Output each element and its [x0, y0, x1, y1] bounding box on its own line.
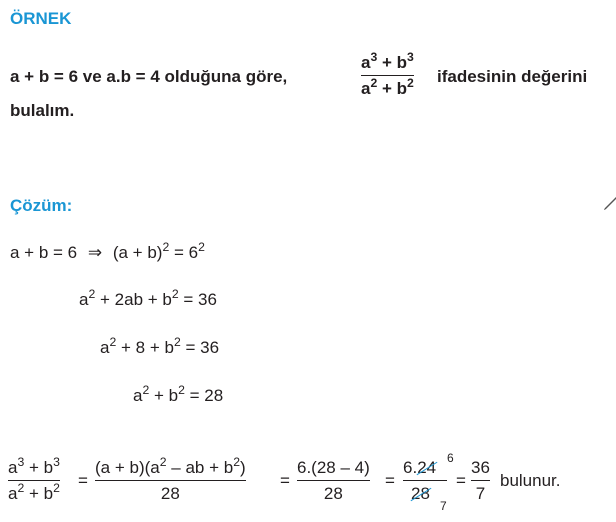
cancelled-28: 28 — [411, 484, 430, 503]
step-4: $a^2 + b^2 = 28$ — [133, 383, 224, 405]
equals-1: = — [78, 471, 88, 490]
example-heading: ÖRNEK — [10, 9, 72, 28]
reduced-denominator: 7 — [440, 499, 447, 513]
final-fraction-2: $(a + b)(a^2$ – ab + $b^2$) 28 — [95, 455, 246, 503]
final-fraction-5: 36 7 — [471, 458, 490, 503]
result-text: bulunur. — [500, 471, 561, 490]
problem-fraction: $a^3 + b^3$ $a^2 + b^2$ — [361, 50, 414, 98]
final-fraction-1: $a^3 + b^3$ $a^2 + b^2$ — [8, 455, 60, 503]
final-fraction-3: 6.(28 – 4) 28 — [297, 458, 370, 503]
pen-icon — [603, 194, 616, 210]
step-1: a + b = 6 ⇒ $(a + b)^2 = 6^2$ — [10, 240, 205, 262]
equals-2: = — [280, 471, 290, 490]
equals-4: = — [456, 471, 466, 490]
final-fraction-4: 6.24 28 — [403, 458, 447, 504]
cancelled-24: 24 — [417, 458, 437, 477]
implies-arrow: ⇒ — [87, 243, 103, 262]
solution-heading: Çözüm: — [10, 196, 73, 215]
equals-3: = — [385, 471, 395, 490]
step-3: $a^2 + 8 + b^2 = 36$ — [100, 335, 220, 357]
problem-text-1: a + b = 6 ve a.b = 4 olduğuna göre, — [10, 67, 288, 86]
reduced-numerator: 6 — [447, 451, 454, 465]
step-2: $a^2 + 2ab + b^2 = 36$ — [79, 287, 217, 309]
problem-text-3: bulalım. — [10, 101, 75, 120]
problem-text-2: ifadesinin değerini — [437, 67, 588, 86]
